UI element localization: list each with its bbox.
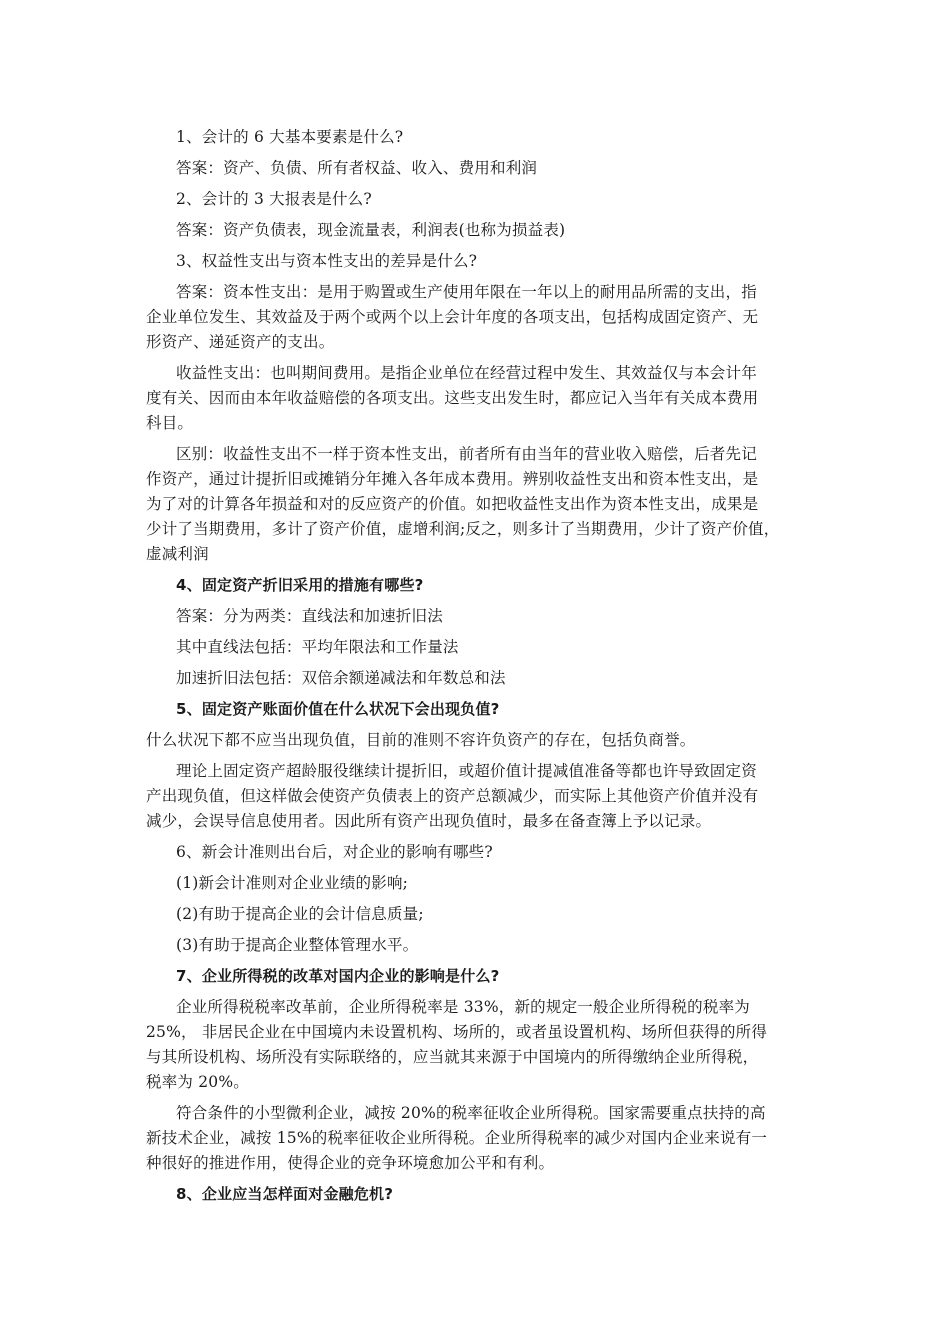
paragraph-line: 产出现负值，但这样做会使资产负债表上的资产总额减少，而实际上其他资产价值并没有 xyxy=(146,787,759,805)
question-6: 6、新会计准则出台后，对企业的影响有哪些? xyxy=(176,843,493,861)
paragraph-line: 科目。 xyxy=(146,414,194,432)
paragraph-line: 收益性支出：也叫期间费用。是指企业单位在经营过程中发生、其效益仅与本会计年 xyxy=(176,364,757,382)
paragraph-line: 区别：收益性支出不一样于资本性支出，前者所有由当年的营业收入赔偿，后者先记 xyxy=(176,445,757,463)
paragraph-line: 形资产、递延资产的支出。 xyxy=(146,333,335,351)
list-item: (2)有助于提高企业的会计信息质量; xyxy=(176,905,424,923)
paragraph-line: 作资产，通过计提折旧或摊销分年摊入各年成本费用。辨别收益性支出和资本性支出，是 xyxy=(146,470,759,488)
paragraph-line: 符合条件的小型微利企业，减按 20%的税率征收企业所得税。国家需要重点扶持的高 xyxy=(176,1104,766,1122)
question-3: 3、权益性支出与资本性支出的差异是什么? xyxy=(176,252,478,270)
paragraph-line: 企业所得税税率改革前，企业所得税率是 33%，新的规定一般企业所得税的税率为 xyxy=(176,998,750,1016)
question-4: 4、固定资产折旧采用的措施有哪些? xyxy=(176,576,424,594)
question-8: 8、企业应当怎样面对金融危机? xyxy=(176,1185,394,1203)
list-item: (3)有助于提高企业整体管理水平。 xyxy=(176,936,419,954)
paragraph-line: 新技术企业，减按 15%的税率征收企业所得税。企业所得税率的减少对国内企业来说有一 xyxy=(146,1129,768,1147)
paragraph-line: 答案：资本性支出：是用于购置或生产使用年限在一年以上的耐用品所需的支出，指 xyxy=(176,283,757,301)
answer-2: 答案：资产负债表，现金流量表，利润表(也称为损益表) xyxy=(176,221,566,239)
answer-5: 什么状况下都不应当出现负值，目前的准则不容许负资产的存在，包括负商誉。 xyxy=(146,731,696,749)
question-7: 7、企业所得税的改革对国内企业的影响是什么? xyxy=(176,967,500,985)
paragraph-line: 度有关、因而由本年收益赔偿的各项支出。这些支出发生时，都应记入当年有关成本费用 xyxy=(146,389,759,407)
paragraph-line: 税率为 20%。 xyxy=(146,1073,249,1091)
answer-4: 答案：分为两类：直线法和加速折旧法 xyxy=(176,607,443,625)
paragraph-line: 加速折旧法包括：双倍余额递减法和年数总和法 xyxy=(176,669,506,687)
paragraph-line: 种很好的推进作用，使得企业的竞争环境愈加公平和有利。 xyxy=(146,1154,555,1172)
question-2: 2、会计的 3 大报表是什么? xyxy=(176,190,372,208)
paragraph-line: 企业单位发生、其效益及于两个或两个以上会计年度的各项支出，包括构成固定资产、无 xyxy=(146,308,759,326)
paragraph-line: 25%， 非居民企业在中国境内未设置机构、场所的，或者虽设置机构、场所但获得的所得 xyxy=(146,1023,768,1041)
paragraph-line: 与其所设机构、场所没有实际联络的，应当就其来源于中国境内的所得缴纳企业所得税， xyxy=(146,1048,759,1066)
paragraph-line: 少计了当期费用，多计了资产价值，虚增利润;反之，则多计了当期费用，少计了资产价值， xyxy=(146,520,780,538)
answer-1: 答案：资产、负债、所有者权益、收入、费用和利润 xyxy=(176,159,538,177)
paragraph-line: 减少，会误导信息使用者。因此所有资产出现负值时，最多在备查簿上予以记录。 xyxy=(146,812,712,830)
paragraph-line: 虚减利润 xyxy=(146,545,209,563)
paragraph-line: 理论上固定资产超龄服役继续计提折旧，或超价值计提减值准备等都也许导致固定资 xyxy=(176,762,757,780)
list-item: (1)新会计准则对企业业绩的影响; xyxy=(176,874,409,892)
paragraph-line: 为了对的计算各年损益和对的反应资产的价值。如把收益性支出作为资本性支出，成果是 xyxy=(146,495,759,513)
question-5: 5、固定资产账面价值在什么状况下会出现负值? xyxy=(176,700,500,718)
paragraph-line: 其中直线法包括：平均年限法和工作量法 xyxy=(176,638,459,656)
question-1: 1、会计的 6 大基本要素是什么? xyxy=(176,128,404,146)
